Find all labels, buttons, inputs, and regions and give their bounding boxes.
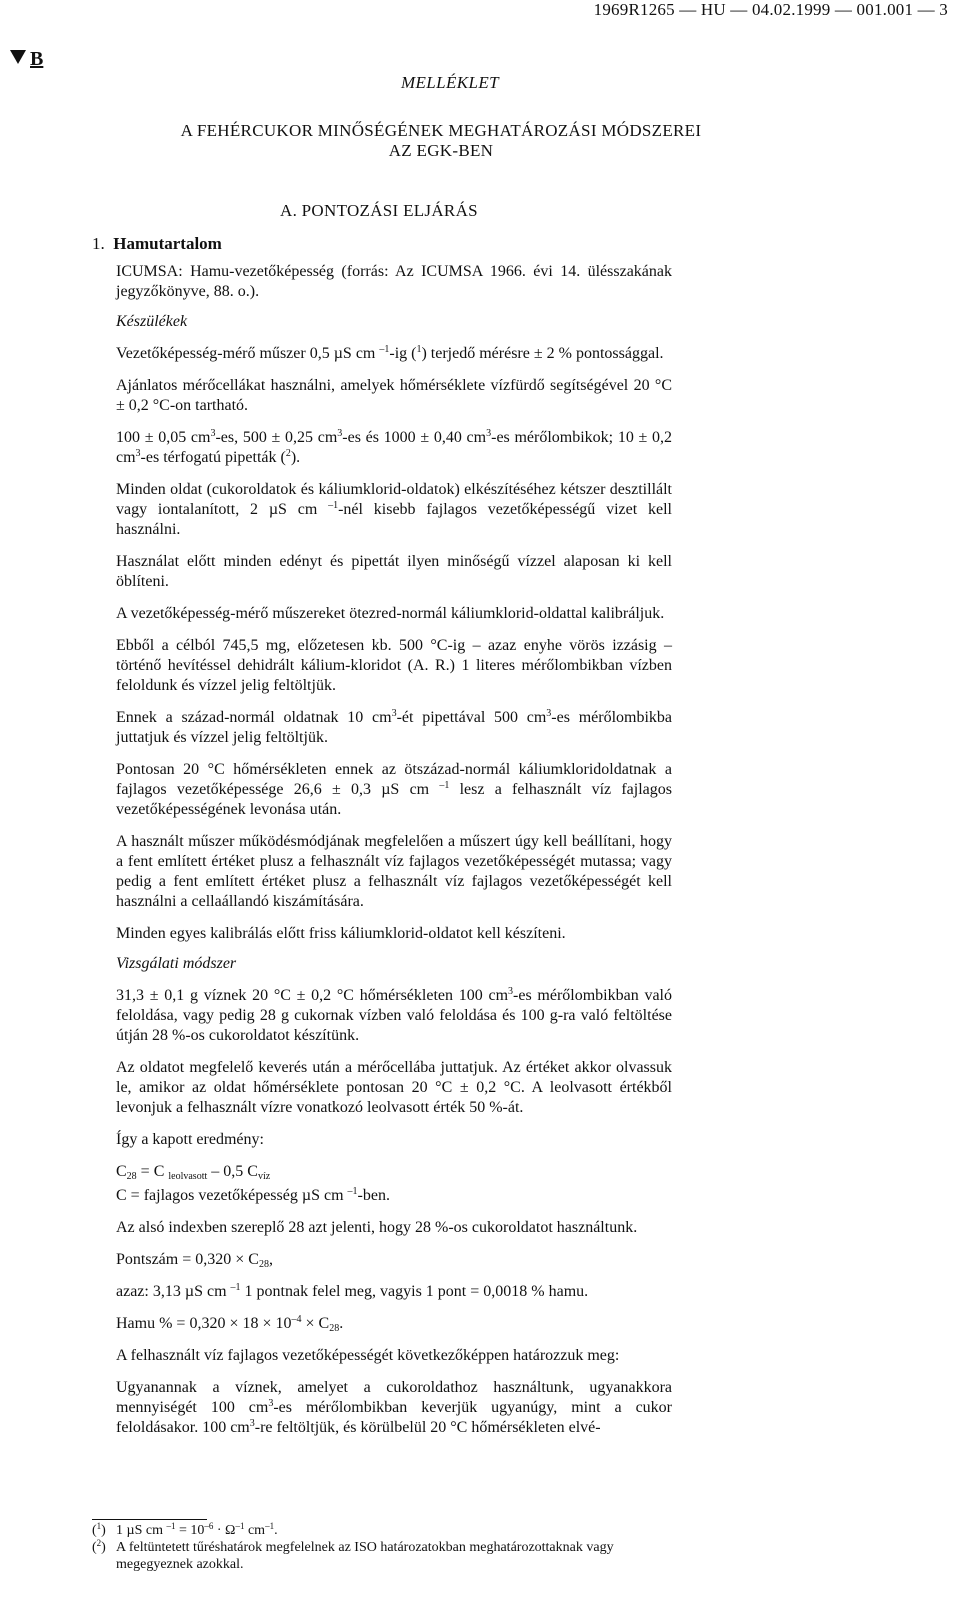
paragraph: Ebből a célból 745,5 mg, előzetesen kb. 500 °C-ig – azaz enyhe vörös izzásig – történő hevítéssel dehidrált kálium-kloridot (A. R.) 1 literes mérőlombikban vízben feloldunk és vízzel jelig feltöltjük. <box>116 637 672 694</box>
paragraph: A használt műszer működésmódjának megfelelően a műszert úgy kell beállítani, hogy a fent említett értéket plusz a felhasznált víz fajlagos vezetőképességét mutassa; vagy pedig a fent említett értéket plusz a felhasznált víz fajlagos vezetőképességét kell használni a cellaállandó kiszámítására. <box>116 833 672 910</box>
footnote-marker: ($^1$) <box>92 1521 106 1538</box>
section-1-number: 1. <box>92 234 105 253</box>
paragraph: ICUMSA: Hamu-vezetőképesség (forrás: Az ICUMSA 1966. évi 14. ülésszakának jegyzőkönyve, 88. o.). <box>116 263 672 300</box>
paragraph: Használat előtt minden edényt és pipettát ilyen minőségű vízzel alaposan ki kell öblíteni. <box>116 553 672 590</box>
paragraph: A felhasznált víz fajlagos vezetőképességét következőképpen határozzuk meg: <box>116 1347 620 1364</box>
paragraph: Az oldatot megfelelő keverés után a mérőcellába juttatjuk. Az értéket akkor olvassuk le, amikor az oldat hőmérséklete pontosan 20 °C ± 0,2 °C. A leolvasott értékből levonjuk a felhasznált vízre vonatkozó leolvasott érték 50 %-át. <box>116 1059 672 1116</box>
footnotes <box>92 1522 682 1573</box>
body-text <box>116 262 672 1450</box>
paragraph: 31,3 ± 0,1 g víznek 20 °C ± 0,2 °C hőmérsékleten 100 $cm^3-es$ mérőlombikban való feloldása, vagy pedig 28 g cukornak vízben való feloldása és 100 g-ra való feltöltése útján 28 %-os cukoroldatot készítünk. <box>116 986 672 1044</box>
paragraph: Így a kapott eredmény: <box>116 1131 264 1148</box>
paragraph: azaz: 3,13 µS cm $^{-1}$ 1 pontnak felel meg, vagyis 1 pont = 0,0018 % hamu. <box>116 1282 589 1300</box>
footnote-marker: ($^2$) <box>92 1538 106 1555</box>
paragraph: A vezetőképesség-mérő műszereket ötezred-normál káliumklorid-oldattal kalibráljuk. <box>116 605 665 622</box>
subheading-vizsgalati-modszer: Vizsgálati módszer <box>116 955 237 972</box>
footnote-1 <box>92 1522 682 1539</box>
paragraph: Ennek a század-normál oldatnak 10 $cm^3-ét$ pipettával 500 $cm^3-es$ mérőlombikba juttatjuk és vízzel jelig feltöltjük. <box>116 708 672 746</box>
section-a-title: A. PONTOZÁSI ELJÁRÁS <box>280 201 478 220</box>
marker-label: B <box>30 48 44 70</box>
formula-definition: C = fajlagos vezetőképesség µS cm $^{-1}$-ben. <box>116 1186 390 1204</box>
footnote-2 <box>92 1539 682 1573</box>
formula: Hamu % = $0,320 \times 18 \times 10^{-4} \times C_{28}$. <box>116 1314 344 1334</box>
footnote-text: 1 µS cm $^{-1} = 10^{-6} \cdot \Omega^{-1}$ $cm^{-1}$. <box>116 1521 278 1538</box>
triangle-down-icon <box>10 50 26 64</box>
amendment-marker <box>10 48 43 71</box>
paragraph: Ugyanannak a víznek, amelyet a cukoroldathoz használtunk, ugyanakkora mennyiségét 100 $cm^3-es$ mérőlombikban keverjük ugyanúgy, mint a cukor feloldásakor. 100 $cm^3-re$ feltöltjük, és körülbelül 20 °C hőmérsékleten elvé- <box>116 1379 672 1436</box>
paragraph: Minden egyes kalibrálás előtt friss káliumklorid-oldatot kell készíteni. <box>116 925 566 942</box>
formula: Pontszám = $0,320 \times C_{28}$, <box>116 1251 273 1270</box>
footnote-divider <box>92 1519 207 1520</box>
annex-title: MELLÉKLET <box>400 73 500 92</box>
paragraph: Vezetőképesség-mérő műszer 0,5 µS cm $^{-1}$-ig ($^1$) terjedő mérésre ± 2 % pontossággal. <box>116 344 664 362</box>
subheading-keszulekek: Készülékek <box>116 313 188 330</box>
section-1-heading <box>92 234 222 254</box>
section-1-title: Hamutartalom <box>113 234 222 253</box>
paragraph: Pontosan 20 °C hőmérsékleten ennek az ötszázad-normál káliumkloridoldatnak a fajlagos vezetőképessége 26,6 ± 0,3 µS cm $^{-1}$ lesz a felhasznált víz fajlagos vezetőképességének levonása után. <box>116 761 673 818</box>
document-title <box>92 121 790 161</box>
formula: $C_{28} = C$ $_{leolvasott}$ – 0,5 $C_{víz}$ <box>116 1163 271 1182</box>
paragraph: Az alsó indexben szereplő 28 azt jelenti, hogy 28 %-os cukoroldatot használtunk. <box>116 1219 638 1236</box>
paragraph: Ajánlatos mérőcellákat használni, amelyek hőmérséklete vízfürdő segítségével 20 °C ± 0,2 °C-on tartható. <box>116 377 672 414</box>
page-header: 1969R1265 — HU — 04.02.1999 — 001.001 — 3 <box>593 0 948 19</box>
document-title-line2: AZ EGK-BEN <box>388 141 494 160</box>
paragraph: Minden oldat (cukoroldatok és káliumklorid-oldatok) elkészítéséhez kétszer desztillált vagy iontalanított, 2 µS cm $^{-1}$-nél kisebb fajlagos vezetőképességű vizet kell használni. <box>116 481 672 538</box>
footnote-text: A feltüntetett tűréshatárok megfelelnek az ISO határozatokban meghatározottaknak vagy megegyeznek azokkal. <box>116 1540 614 1572</box>
paragraph: 100 ± 0,05 $cm^3-es$, 500 ± 0,25 $cm^3-es$ és 1000 ± 0,40 $cm^3-es$ mérőlombikok; 10 ± 0,2 $cm^3-es$ térfogatú pipetták ($^2$). <box>116 428 673 466</box>
document-title-line1: A FEHÉRCUKOR MINŐSÉGÉNEK MEGHATÁROZÁSI MÓDSZEREI <box>180 121 702 140</box>
